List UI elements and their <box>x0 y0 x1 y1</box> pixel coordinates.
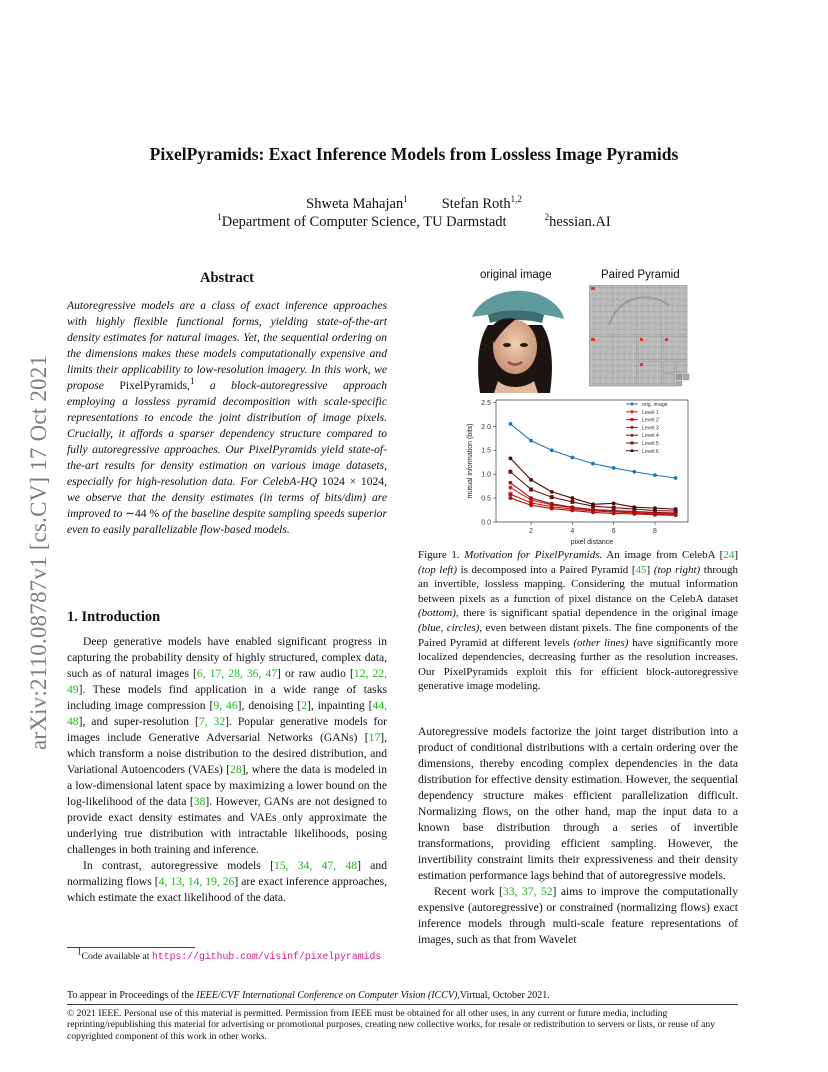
legend-marker <box>631 434 634 437</box>
paragraph: In contrast, autoregressive models [15, 34, 47, 48] and normalizing flows [4, 13, 14, 19, 26] are exact inference approaches, which estimate the exact likelihood of the data. <box>67 859 388 904</box>
y-tick-label: 2.5 <box>481 399 491 407</box>
data-point <box>529 496 533 500</box>
x-tick-label: 2 <box>529 528 534 535</box>
legend-label: Level 5 <box>642 441 659 447</box>
x-tick-label: 4 <box>570 528 575 535</box>
data-point <box>509 481 513 485</box>
citation-link[interactable]: 28 <box>230 763 242 776</box>
paragraph: Recent work [33, 37, 52] aims to improve the computationally expensive (autoregressive) or constrained (normalizing flows) exact inference models through multi-scale feature representations of images, such as that from Wavelet <box>418 885 738 946</box>
footnote-rule <box>67 947 195 948</box>
data-point <box>508 492 512 496</box>
citation-link[interactable]: 7, 32 <box>198 715 226 728</box>
data-point <box>529 478 533 482</box>
data-point <box>550 448 554 452</box>
x-axis-label: pixel distance <box>570 539 614 546</box>
paper-title: PixelPyramids: Exact Inference Models from Lossless Image Pyramids <box>149 144 679 164</box>
data-point <box>591 502 595 506</box>
data-point <box>674 476 678 480</box>
citation-link[interactable]: 33, 37, 52 <box>502 885 553 898</box>
data-point <box>591 508 595 512</box>
author-name: Stefan Roth <box>441 196 511 212</box>
data-point <box>529 487 533 491</box>
data-point <box>591 462 595 466</box>
data-point <box>570 456 574 460</box>
data-point <box>570 509 574 513</box>
data-point <box>653 506 657 510</box>
citation-link[interactable]: 24 <box>723 549 735 561</box>
y-tick-label: 0.5 <box>481 495 491 503</box>
affiliation: hessian.AI <box>549 214 611 230</box>
figure-pyramid-image <box>589 285 695 393</box>
legend-marker <box>631 426 634 429</box>
data-point <box>529 503 533 507</box>
data-point <box>570 496 574 500</box>
citation-link[interactable]: 2 <box>301 699 307 712</box>
x-tick-label: 8 <box>653 528 657 535</box>
data-point <box>653 473 657 477</box>
figure-label-pyramid: Paired Pyramid <box>601 269 680 281</box>
data-point <box>612 506 616 510</box>
paragraph: Autoregressive models factorize the joint target distribution into a product of conditional distributions with a certain ordering over the dimensions, thereby encoding complex dependencies in the data distribution for effective density estimation. However, the sequential dependency structure makes efficient parallelization difficult. Normalizing flows, on the other hand, map the input data to a known base distribution through a series of invertible transformations, providing efficient sampling. However, the invertibility constraint limits their expressiveness and their density estimation performance lags behind that of autoregressive models. <box>418 725 738 882</box>
legend-label: Level 1 <box>642 409 659 416</box>
data-point <box>508 470 512 474</box>
y-axis-label: mutual information (bits) <box>467 423 474 499</box>
data-point <box>612 466 616 470</box>
data-point <box>529 439 533 443</box>
legend-label: Level 2 <box>642 417 659 424</box>
legend-label: orig. image <box>642 402 668 408</box>
author-list: Shweta Mahajan$^1$ Stefan Roth$^{1,2}$ <box>306 194 522 212</box>
citation-link[interactable]: 15, 34, 47, 48 <box>273 859 358 872</box>
y-tick-label: 0.0 <box>481 519 491 527</box>
citation-link[interactable]: 44, 48 <box>67 699 388 728</box>
data-point <box>612 501 616 505</box>
data-point <box>550 495 554 499</box>
figure-caption: Figure 1. Motivation for PixelPyramids. An image from CelebA [24] (top left) is decomposed into a Paired Pyramid [45] (top right) through an invertible, lossless mapping. Considering the mutual information between pixels as a function of pixel distance on the CelebA dataset (bottom), there is significant spatial dependence in the original image (blue, circles), even between distant pixels. The fine components of the Paired Pyramid at different levels (other lines) have significantly more localized dependencies, decreasing further as the resolution increases. Our PixelPyramids exploit this for efficient block-autoregressive generative image modeling. <box>418 549 739 693</box>
arxiv-stamp: arXiv:2110.08787v1 [cs.CV] 17 Oct 2021 <box>26 354 51 750</box>
section-heading-introduction: 1. Introduction <box>67 609 161 625</box>
citation-link[interactable]: 45 <box>635 563 647 576</box>
citation-link[interactable]: 4, 13, 14, 19, 26 <box>158 875 235 888</box>
data-point <box>509 486 513 490</box>
data-point <box>674 507 678 511</box>
citation-link[interactable]: 38 <box>193 795 206 808</box>
data-point <box>550 502 554 506</box>
legend-label: Level 6 <box>642 448 659 455</box>
legend-label: Level 4 <box>642 433 659 440</box>
citation-link[interactable]: 6, 17, 28, 36, 47 <box>196 667 278 680</box>
figure-label-original: original image <box>480 269 552 281</box>
affiliation: Department of Computer Science, TU Darmstadt <box>221 214 507 230</box>
data-point <box>570 505 574 509</box>
data-point <box>509 456 513 460</box>
data-point <box>632 505 636 509</box>
data-point <box>550 490 554 494</box>
data-point <box>632 470 636 474</box>
citation-link[interactable]: 12, 22, 49 <box>67 667 387 696</box>
copyright-notice: © 2021 IEEE. Personal use of this material is permitted. Permission from IEEE must be obtained for all other uses, in any current or future media, including reprinting/republishing this material for advertising or promotional purposes, creating new collective works, for resale or redistribution to servers or lists, or reuse of any copyrighted component of this work in other works. <box>67 1008 715 1042</box>
venue-notice: To appear in Proceedings of the IEEE/CVF International Conference on Computer Vision (ICCV),Virtual, October 2021. <box>67 990 550 1001</box>
data-point <box>550 507 554 511</box>
data-point <box>570 500 574 504</box>
citation-link[interactable]: 9, 46 <box>213 699 238 712</box>
right-column-body <box>418 724 738 948</box>
legend-marker <box>631 442 634 445</box>
code-url-link[interactable]: https://github.com/visinf/pixelpyramids <box>151 951 382 962</box>
y-tick-label: 2.0 <box>481 423 491 431</box>
data-point <box>509 496 513 500</box>
legend-marker <box>631 403 634 406</box>
introduction-body <box>67 634 387 906</box>
abstract-heading: Abstract <box>200 270 254 286</box>
legend-marker <box>631 418 634 421</box>
legend-marker <box>631 410 634 413</box>
bottom-rule <box>67 1004 738 1005</box>
data-point <box>509 422 513 426</box>
figure-original-image <box>458 285 570 393</box>
affiliations: $^1$Department of Computer Science, TU Darmstadt $^2$hessian.AI <box>217 212 611 230</box>
paragraph: Deep generative models have enabled significant progress in capturing the probability density of highly structured, complex data, such as of natural images [6, 17, 28, 36, 47] or raw audio [12, 22, 49]. These models find application in a wide range of tasks including image compression [9, 46], denoising [2], inpainting [44, 48], and super-resolution [7, 32]. Popular generative models for images include Generative Adversarial Networks (GANs) [17], which transform a noise distribution to the desired distribution, and Variational Autoencoders (VAEs) [28], where the data is modeled in a low-dimensional latent space by maximizing a lower bound on the log-likelihood of the data [38]. However, GANs are not designed to provide exact density estimates and VAEs only approximate the underlying true distribution with intractable likelihoods, posing challenges in both training and inference. <box>67 635 388 856</box>
footnote: $^1$Code available at https://github.com/visinf/pixelpyramids <box>77 946 382 962</box>
legend-marker <box>631 449 634 452</box>
citation-link[interactable]: 17 <box>368 731 381 744</box>
y-tick-label: 1.5 <box>481 447 491 455</box>
x-tick-label: 6 <box>611 528 616 535</box>
mutual-information-chart <box>458 394 696 546</box>
legend-label: Level 3 <box>642 425 659 432</box>
y-tick-label: 1.0 <box>481 471 491 479</box>
abstract-body: Autoregressive models are a class of exact inference approaches with highly flexible functional forms, yielding state-of-the-art density estimates for natural images. Yet, the sequential ordering on the dimensions makes these models computationally expensive and limits their applicability to low-resolution imagery. In this work, we propose PixelPyramids,$^1$ a block-autoregressive approach employing a lossless pyramid decomposition with scale-specific representations to encode the joint distribution of image pixels. Crucially, it affords a sparser dependency structure compared to fully autoregressive approaches. Our PixelPyramids yield state-of-the-art results for density estimation on various image datasets, especially for high-resolution data. For CelebA-HQ 1024 × 1024, we observe that the density estimates (in terms of bits/dim) are improved to ∼44 % of the baseline despite sampling speeds superior even to easily parallelizable flow-based models. <box>67 299 388 536</box>
author-name: Shweta Mahajan <box>306 196 404 212</box>
